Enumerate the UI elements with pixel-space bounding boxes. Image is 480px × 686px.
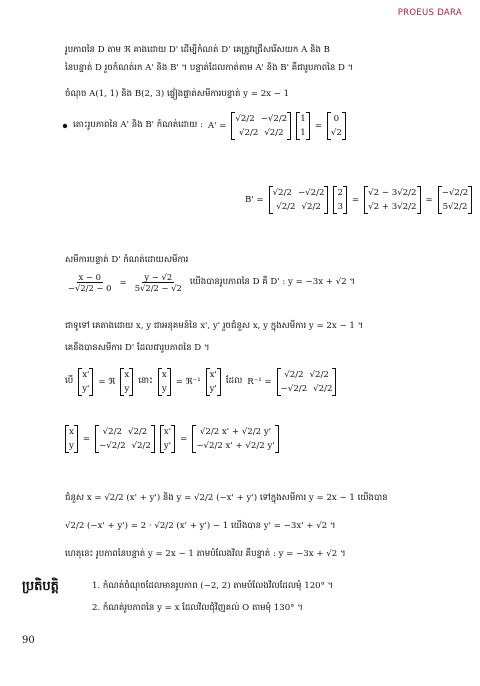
page-number: 90	[22, 635, 35, 646]
matrix-cell: √2/2	[264, 128, 284, 138]
matrix-cell: √2/2	[235, 114, 255, 124]
text-line-12: ហេតុនេះ រូបភាពនៃបន្ទាត់ y = 2x − 1 តាមបំលែងវិល គឺបន្ទាត់ : y = −3x + √2 ។	[65, 549, 346, 559]
text-line-3: ចំណុច A(1, 1) និង B(2, 3) ផ្ទៀងផ្ទាត់សមីការបន្ទាត់ y = 2x − 1	[65, 89, 290, 99]
vector-cell: 3	[337, 202, 343, 212]
vector-cell: √2 − 3√2/2	[368, 188, 417, 198]
vector-xp: x' y'	[78, 368, 93, 396]
bullet-icon	[62, 123, 68, 129]
inverse-matrix-2	[95, 425, 155, 453]
vector-b	[333, 186, 346, 214]
matrix-cell: −√2/2	[99, 441, 126, 451]
where-word: ដែល	[225, 376, 243, 386]
vector-cell: 2	[337, 188, 343, 198]
text-line-1: រូបភាពនៃ D តាម ℜ គាងដោយ D' ដើម្បីកំណត់ D' គេត្រូវជ្រើសរើសយក A និង B	[65, 45, 330, 55]
exercise-title: ប្រតិបត្តិ	[22, 579, 59, 594]
line-equation-block: $\frac{x - 0}{-√2/2 - 0}$ = $\frac{y - √2}{5√2/2 - √2}$ យើងបានរូបភាពនៃ D គឺ D' : y = −3x + √2 ។	[68, 272, 356, 293]
expanded-vector: √2/2 x' + √2/2 y' −√2/2 x' + √2/2 y'	[192, 425, 278, 453]
rinv-label: R⁻¹ =	[247, 377, 272, 387]
vector-xp2: x' y'	[206, 368, 221, 396]
vector-xpyp: x' y'	[160, 425, 175, 453]
text-line-8: គេនឹងបានសមីការ D' ដែលជារូបភាពនៃ D ។	[65, 343, 210, 353]
mid-vector-b	[364, 186, 420, 214]
exercise-item-2: 2. កំណត់រូបភាពនៃ y = x ដែលវិលជុំវិញគល់ O តាមមុំ 130° ។	[92, 603, 303, 613]
a-prime-symbol: A' =	[207, 121, 227, 131]
equals-sign: =	[314, 121, 322, 131]
if-word: បើ	[65, 376, 74, 386]
matrix-cell: √2/2	[276, 202, 296, 212]
text-line-7: ជាទូទៅ គេតាងដោយ x, y ជាអនុគមន៍នៃ x', y' រួចជំនួស x, y ក្នុងសមីការ y = 2x − 1 ។	[65, 321, 364, 331]
matrix-cell: √2/2	[127, 427, 148, 437]
result-vector-b	[438, 186, 473, 214]
matrix-cell: −√2/2	[280, 384, 308, 394]
inverse-block: បើ x' y' = ℜ x y នោះ x y = ℜ⁻¹ x' y' ដែល R⁻¹ = √2/2 √2/2 −√2/2 √2/2	[65, 368, 336, 396]
rotation-matrix-b	[269, 186, 329, 214]
vector-x: x y	[120, 368, 133, 396]
rotation-matrix-a	[231, 112, 291, 140]
matrix-cell: √2/2	[284, 370, 304, 380]
result-vector-a	[327, 112, 346, 140]
matrix-cell: −√2/2	[297, 188, 325, 198]
text-line-5: សមីការបន្ទាត់ D' កំណត់ដោយសមីការ	[65, 255, 189, 265]
inverse-matrix	[277, 368, 337, 396]
equals-sign: =	[425, 195, 433, 205]
matrix-cell: √2/2	[272, 188, 292, 198]
a-prime-block	[62, 112, 346, 140]
text-line-10: ជំនួស x = √2/2 (x' + y') និង y = √2/2 (−x' + y') ទៅក្នុងសមីការ y = 2x − 1 យើងបាន	[65, 493, 388, 503]
vector-cell: 5√2/2	[442, 202, 468, 212]
vector-cell: √2	[330, 128, 342, 138]
a-prime-label-text: តោះរូបភាពនៃ A' និង B' កំណត់ដោយ :	[73, 120, 203, 130]
matrix-cell: √2/2	[131, 441, 151, 451]
text-line-6: យើងបានរូបភាពនៃ D គឺ D' : y = −3x + √2 ។	[189, 276, 356, 287]
fraction-x: $\frac{x - 0}{-√2/2 - 0}$	[68, 272, 112, 293]
matrix-cell: √2/2	[301, 202, 321, 212]
vector-xy: x y	[65, 425, 78, 453]
matrix-cell: √2/2	[102, 427, 122, 437]
vector-cell: 1	[300, 128, 306, 138]
b-prime-block	[245, 186, 472, 214]
header-brand: PROEUS DARA	[397, 8, 462, 18]
matrix-cell: −√2/2	[260, 114, 288, 124]
matrix-cell: √2/2	[313, 384, 333, 394]
then-word: នោះ	[138, 376, 153, 386]
matrix-cell: √2/2	[239, 128, 259, 138]
vector-x2: x y	[158, 368, 171, 396]
fraction-y: $\frac{y - √2}{5√2/2 - √2}$	[134, 272, 182, 293]
vector-cell: √2 + 3√2/2	[368, 202, 417, 212]
text-line-2: នៃបន្ទាត់ D រួចកំណត់រក A' និង B' ។ បន្ទាត់ដែលកាត់តាម A' និង B' គឺជារូបភាពនៃ D ។	[65, 63, 354, 73]
b-prime-symbol: B' =	[245, 195, 264, 205]
vector-cell: 1	[300, 114, 306, 124]
vector-cell: 0	[333, 114, 340, 124]
xy-expression-block: x y = √2/2 √2/2 −√2/2 √2/2 x' y' = √2/2 x' + √2/2 y' −√2/2 x' + √2/2 y'	[65, 425, 279, 453]
equals-sign: =	[351, 195, 360, 205]
matrix-cell: √2/2	[309, 370, 329, 380]
exercise-item-1: 1. កំណត់ចំណុចដែលមានរូបភាព (−2, 2) តាមបំលែងវិលដែលមុំ 120° ។	[92, 581, 334, 591]
vector-cell: −√2/2	[441, 188, 469, 198]
vector-a	[296, 112, 309, 140]
text-line-11: √2/2 (−x' + y') = 2 · √2/2 (x' + y') − 1 យើងបាន y' = −3x' + √2 ។	[65, 521, 336, 531]
